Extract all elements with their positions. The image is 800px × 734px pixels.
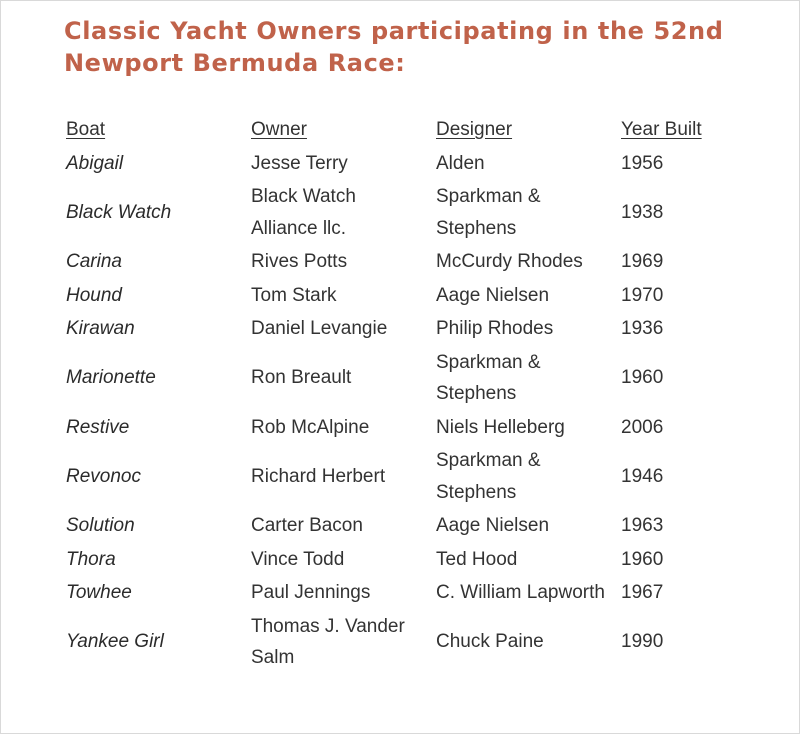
table-row bbox=[58, 147, 723, 181]
cell-boat: Towhee bbox=[66, 582, 132, 603]
cell-year-built: 1956 bbox=[621, 152, 664, 174]
cell-owner: Rives Potts bbox=[251, 251, 348, 272]
column-header-boat: Boat bbox=[66, 119, 106, 140]
table-row bbox=[58, 444, 723, 509]
table-row bbox=[58, 312, 723, 346]
column-header-owner: Owner bbox=[251, 119, 307, 140]
cell-year-built: 2006 bbox=[621, 416, 664, 438]
table-row bbox=[58, 180, 723, 245]
cell-year-built: 1946 bbox=[621, 465, 664, 487]
cell-designer: C. William Lapworth bbox=[436, 582, 605, 603]
cell-year-built: 1960 bbox=[621, 548, 664, 570]
cell-designer: Niels Helleberg bbox=[436, 416, 565, 438]
cell-designer: Sparkman & Stephens bbox=[436, 351, 541, 404]
cell-designer: Philip Rhodes bbox=[436, 318, 554, 339]
cell-year-built: 1938 bbox=[621, 201, 664, 223]
table-row bbox=[58, 509, 723, 543]
cell-designer: Aage Nielsen bbox=[436, 515, 550, 536]
cell-year-built: 1963 bbox=[621, 515, 664, 536]
cell-year-built: 1967 bbox=[621, 582, 664, 603]
cell-designer: Sparkman & Stephens bbox=[436, 186, 541, 239]
cell-boat: Revonoc bbox=[66, 465, 141, 487]
cell-designer: Ted Hood bbox=[436, 548, 518, 570]
cell-boat: Restive bbox=[66, 416, 130, 438]
cell-owner: Rob McAlpine bbox=[251, 416, 370, 438]
cell-boat: Carina bbox=[66, 251, 122, 272]
cell-designer: Alden bbox=[436, 152, 485, 174]
cell-year-built: 1960 bbox=[621, 367, 664, 389]
cell-year-built: 1970 bbox=[621, 284, 664, 306]
cell-designer: Sparkman & Stephens bbox=[436, 450, 541, 503]
cell-boat: Hound bbox=[66, 284, 122, 306]
table-body bbox=[58, 147, 723, 675]
cell-designer: Chuck Paine bbox=[436, 631, 544, 653]
cell-owner: Ron Breault bbox=[251, 367, 352, 389]
cell-owner: Thomas J. Vander Salm bbox=[251, 615, 405, 668]
cell-boat: Yankee Girl bbox=[66, 631, 164, 653]
table-row bbox=[58, 610, 723, 675]
cell-boat: Black Watch bbox=[66, 201, 172, 223]
cell-boat: Thora bbox=[66, 548, 116, 570]
cell-designer: Aage Nielsen bbox=[436, 284, 550, 306]
table-row bbox=[58, 411, 723, 445]
cell-owner: Tom Stark bbox=[251, 284, 337, 306]
cell-year-built: 1969 bbox=[621, 251, 664, 272]
cell-owner: Black Watch Alliance llc. bbox=[251, 186, 356, 239]
cell-owner: Jesse Terry bbox=[251, 152, 348, 174]
cell-owner: Richard Herbert bbox=[251, 465, 386, 487]
cell-year-built: 1990 bbox=[621, 631, 664, 653]
table-row bbox=[58, 346, 723, 411]
cell-owner: Vince Todd bbox=[251, 548, 345, 570]
table-row bbox=[58, 543, 723, 577]
cell-owner: Daniel Levangie bbox=[251, 318, 388, 339]
cell-owner: Paul Jennings bbox=[251, 582, 371, 603]
table-row bbox=[58, 279, 723, 313]
column-header-year-built: Year Built bbox=[621, 119, 702, 140]
column-header-designer: Designer bbox=[436, 119, 513, 140]
cell-boat: Kirawan bbox=[66, 318, 135, 339]
yacht-owners-table bbox=[58, 113, 723, 675]
cell-owner: Carter Bacon bbox=[251, 515, 363, 536]
cell-boat: Solution bbox=[66, 515, 135, 536]
cell-boat: Abigail bbox=[66, 152, 124, 174]
table-row bbox=[58, 576, 723, 610]
page-title: Classic Yacht Owners participating in the 52nd Newport Bermuda Race: bbox=[64, 17, 724, 77]
cell-boat: Marionette bbox=[66, 367, 156, 389]
cell-year-built: 1936 bbox=[621, 318, 664, 339]
table-row bbox=[58, 245, 723, 279]
table-header-row bbox=[58, 113, 723, 147]
cell-designer: McCurdy Rhodes bbox=[436, 251, 583, 272]
